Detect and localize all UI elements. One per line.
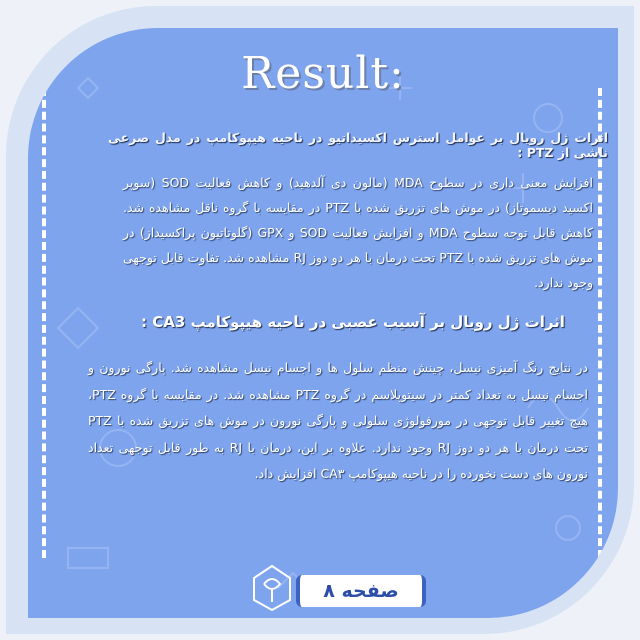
page-title: Result: xyxy=(241,48,405,99)
section2-paragraph: در نتایج رنگ آمیزی نیسل، چینش منظم سلول ها و اجسام نیسل مشاهده شد. پارگی نورون و اجسام نیسل به تعداد کمتر در سیتوپلاسم در گروه PTZ مشاهده شد. در مقایسه با گروه PTZ، هیچ تغییر قابل توجهی در مورفولوژی سلولی و پارگی نورون در موش های تزریق شده با PTZ تحت درمان با هر دو دوز RJ وجود ندارد. علاوه بر این، درمان با RJ به طور قابل توجهی تعداد نورون های دست نخورده را در ناحیه هیپوکامپ CA۳ افزایش داد. xyxy=(88,360,588,481)
content-card xyxy=(28,28,618,618)
outer-frame xyxy=(6,6,634,634)
section1-heading: اثرات ژل رویال بر عوامل استرس اکسیداتیو در ناحیه هیپوکامپ در مدل صرعی ناشی از PTZ : xyxy=(108,130,608,160)
left-dashed-border xyxy=(42,88,46,558)
page-number-badge: صفحه ۸ xyxy=(296,575,426,607)
section1-paragraph: افزایش معنی داری در سطوح MDA (مالون دی آلدهید) و کاهش فعالیت SOD (سوپر اکسید دیسموتاز) در موش های تزریق شده با PTZ در مقایسه با گروه ناقل مشاهده شد. کاهش قابل توجه سطوح MDA و افزایش فعالیت SOD و GPX (گلوتاتیون پراکسیداز) در موش های تزریق شده با PTZ تحت درمان با هر دو دوز RJ مشاهده شد. تفاوت قابل توجهی وجود ندارد. xyxy=(123,175,594,290)
institution-logo-icon xyxy=(244,560,300,616)
section2-heading: اثرات ژل رویال بر آسیب عصبی در ناحیه هیپوکامپ CA3 : xyxy=(141,313,565,331)
